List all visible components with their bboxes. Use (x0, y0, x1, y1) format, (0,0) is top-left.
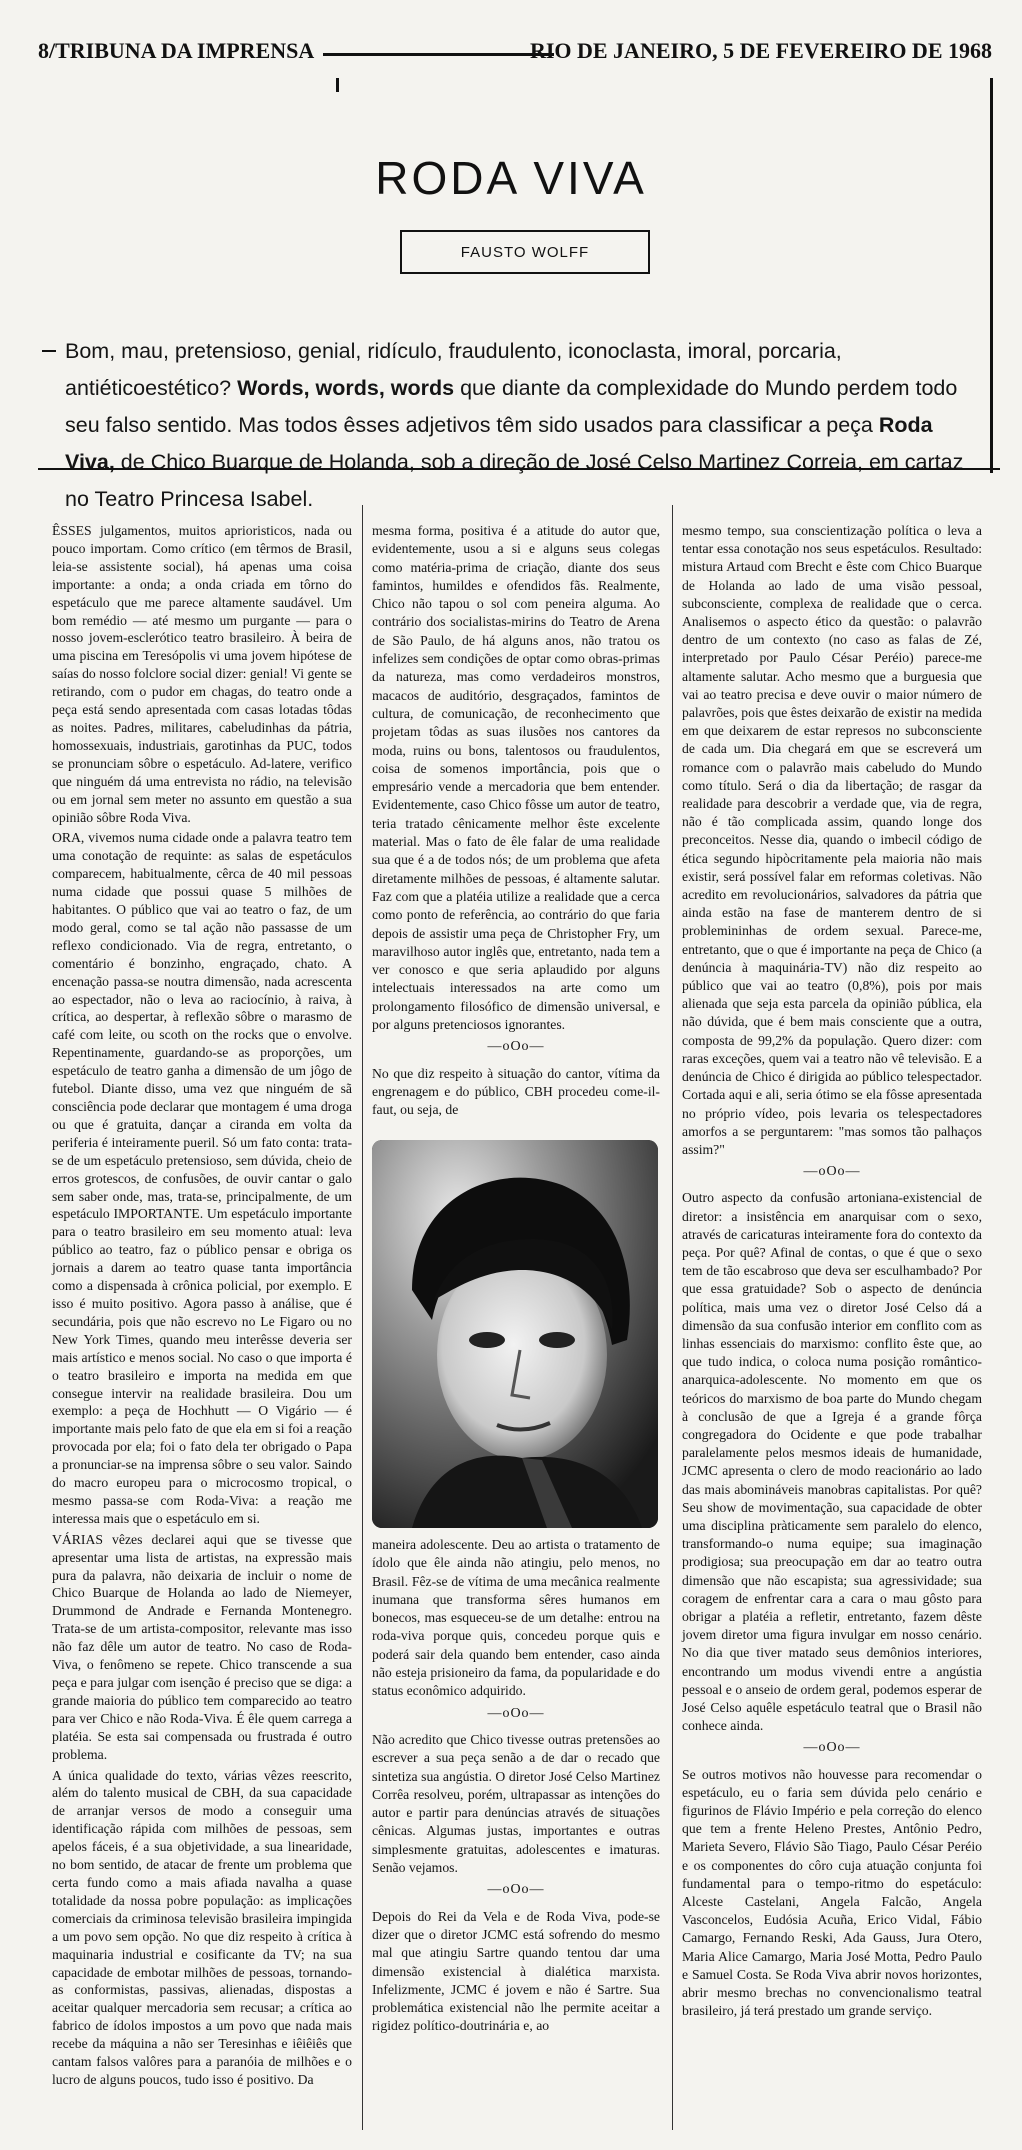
article-title: RODA VIVA (375, 151, 647, 204)
frame-tick (336, 78, 339, 92)
paragraph: A única qualidade do texto, várias vêzes reescrito, além do talento musical de CBH, da sua capacidade de arranjar versos de modo a conseguir uma identificação rápida com milhões de pessoas, sem apelos fáceis, é a sua objetividade, a sua linearidade, no bom sentido, de atacar de frente um problema que certa fundo como a mais afiada navalha a quase totalidade da nossa pobre população: as implicações comerciais da criminosa televisão brasileira impingida a um povo sem opção. No que diz respeito à crítica à maquinaria industrial e cosificante da TV; na sua capacidade de embotar milhões de pessoas, tornando-as conformistas, passivas, alienadas, dispostas a aceitar qualquer mercadoria sem recusar; a crítica ao fabrico de ídolos impostos a um povo que nada mais recebe da máquina a não ser Teresinhas e iêiêiês que cantam falsos valôres para a paranóia de milhões e o lucro de alguns poucos, tudo isso é positivo. Da (52, 1767, 352, 2087)
paragraph: Outro aspecto da confusão artoniana-existencial de diretor: a insistência em anarquisar com o sexo, através de caricaturas inteiramente fora do contexto da peça. Por quê? Afinal de contas, o que é que o sexo tem de tão escabroso que deva ser esculhambado? Por que essa gratuidade? Sob o aspecto de denúncia política, mais uma vez o diretor José Celso dá a dimensão da sua confusão interior em conflito com as linhas essenciais do marxismo: conflito êste que, ao que tudo indica, o coloca numa posição romântico-anarquica-adolescente. No momento em que os teóricos do marxismo de boa parte do Mundo chegam à conclusão de que a Igreja é a grande fôrça congregadora do Ocidente e que pode trabalhar paralelamente pelos mesmos ideais de humanidade, JCMC apresenta o clero de modo reacionário ao lado das mais abomináveis manobras capitalistas. Por quê? Seu show de movimentação, sua capacidade de obter uma disciplina pràticamente sem paralelo do elenco, transformando-o numa equipe; sua imaginação prodigiosa; sua preocupação em dar ao teatro outra dimensão que não escapista; sua agressividade; sua coragem de enfrentar cara a cara o mau gôsto para obrigar a platéia a refletir, entretanto, fazem dêste jovem diretor uma figura invulgar em nosso cenário. No dia que tiver matado seus demônios interiores, encontrando um modus vivendi entre a angústia pessoal e o anseio de ordem geral, podemos esperar de José Celso aquêle espetáculo teatral que o Brasil não conhece ainda. (682, 1190, 982, 1734)
masthead (38, 38, 992, 66)
section-separator: —oOo— (487, 1882, 545, 1898)
portrait-photo (372, 1140, 658, 1528)
lead-text-2: que diante da complexidade do Mundo perdem todo seu falso sentido. Mas todos êsses adjetivos têm sido usados para classificar a peça (65, 376, 958, 437)
paragraph: VÁRIAS vêzes declarei aqui que se tivesse que apresentar uma lista de artistas, na expressão mais pura da palavra, não deixaria de incluir o nome de Chico Buarque de Holanda ao lado de Niemeyer, Drummond de Andrade e Fernanda Montenegro. Trata-se de um artista-compositor, relevante mas isso não faz dêle um autor de teatro. No caso de Roda-Viva, o fenômeno se repete. Chico transcende a sua peça e para julgar com isenção é preciso que se diga: a grande maioria do público tem comparecido ao teatro para ver Chico e não Roda-Viva. É êle quem carrega a platéia. Se esta sai compensada ou frustrada é outro problema. (52, 1531, 352, 1762)
paragraph: Depois do Rei da Vela e de Roda Viva, pode-se dizer que o diretor JCMC está sofrendo do mesmo mal que atingiu Sartre quando tentou dar uma dimensão existencial à dialética marxista. Infelizmente, JCMC é jovem e não é Sartre. Sua problemática existencial não lhe permite aceitar a rigidez político-doutrinária e, ao (372, 1908, 660, 2034)
paragraph: maneira adolescente. Deu ao artista o tratamento de ídolo que êle ainda não atingiu, pelo menos, no Brasil. Fêz-se de vítima de uma mecânica realmente inumana que transforma sêres humanos em bonecos, mas esqueceu-se de um detalhe: entrou na roda-viva porque quis, concedeu porque quis e poderá sair dela quando bem entender, caso ainda não esteja prisioneiro da fama, da popularidade e do status econômico adquirido. (372, 1537, 660, 1699)
lead-play-name: Roda Viva, (65, 413, 933, 474)
paragraph: Não acredito que Chico tivesse outras pretensões ao escrever a sua peça senão a de dar o recado que sintetiza sua angústia. O diretor José Celso Martinez Corrêa resolveu, porém, ultrapassar as intenções do autor e partir para denúncias através de situações cênicas. Algumas justas, importantes e outras simplesmente gratuitas, adolescentes e imaturas. Senão vejamos. (372, 1731, 660, 1876)
paragraph: ORA, vivemos numa cidade onde a palavra teatro tem uma conotação de requinte: as salas de espetáculos comparecem, habitualmente, cêrca de 40 mil pessoas numa cidade que possui quase 5 milhões de habitantes. O público que vai ao teatro o faz, de um modo geral, como se tal ação não passasse de um reflexo condicionado. Via de regra, entretanto, o comentário é bonzinho, engraçado, chato. A encenação passa-se noutra dimensão, nada acrescenta ao espectador, não o leva ao raciocínio, à raiva, à crítica, ao despertar, à reflexão sôbre o marasmo de café com leite, ou scoth on the rocks que o envolve. Repentinamente, guardando-se as proporções, um espetáculo de teatro ganha a dimensão de um jôgo de futebol. Diante disso, uma vez que ninguém de sã consciência pode declarar que montagem é uma droga ou que é gratuita, dançar a ciranda em volta da periferia é inteiramente pueril. Só um fato conta: trata-se de um espetáculo pretensioso, sem dúvida, cheio de erros grotescos, de confusões, de ouvir cantar o galo sem saber onde, mas, trata-se, principalmente, de um espetáculo IMPORTANTE. Um espetáculo importante para o teatro brasileiro em seu momento atual: leva público ao teatro, faz o público pensar e obriga os jornais a darem ao teatro quase tanta importância como a dispensada à crônica policial, por exemplo. E isso é muito positivo. Agora passo à análise, que é secundária, pois que não escrevo no Le Figaro ou no New York Times, quando meu interêsse deveria ser mais artístico e menos social. No caso o que importa é o teatro brasileiro e importa na medida em que consegue intervir na realidade brasileira. Dou um exemplo: a peça de Hochhutt — O Vigário — é importante mais pelo fato de que ela em si foi a reação provocada por ela; foi o fato dela ter obrigado o Papa a pronunciar-se na imprensa sôbre o seu valor. Saindo do macro europeu para o microcosmo tropical, o mesmo passa-se com Roda-Viva: a reação me interessa mais que o espetáculo em si. (52, 830, 352, 1526)
paragraph: mesma forma, positiva é a atitude do autor que, evidentemente, usou a si e alguns seus colegas como matéria-prima de criação, diante dos seus famintos, humildes e ofendidos fãs. Realmente, Chico não tapou o sol com peneira alguma. Ao contrário dos socialistas-mirins do Teatro de Arena de São Paulo, de há alguns anos, não tratou os infelizes sem condições de optar como obras-primas da natureza, mas como verdadeiros monstros, macacos de auditório, desgraçados, famintos de cultura, de comunicação, de reconhecimento que projetam tôdas as suas ilusões nos cantores da moda, ruins ou bons, talentosos ou fraudulentos, coisa de somenos importância, pois que o empresário vende a mercadoria que bem entender. Evidentemente, caso Chico fôsse um autor de teatro, teria tratado cênicamente melhor êste excelente material. Mas o fato de êle falar de uma realidade sua que é a de todos nós; de um problema que afeta diretamente milhões de pessoas, é altamente salutar. Faz com que a platéia utilize a realidade que a cerca como ponto de referência, ao contrário do que faria depois de assistir uma peça de Christopher Fry, um maravilhoso autor inglês que, entretanto, nada tem a ver conosco e que seria aplaudido por alguns intelectuais interessados na arte como um prolongamento filosófico de dimensão universal, e por alguns pretenciosos ignorantes. (372, 523, 660, 1033)
column-3 (682, 522, 982, 2023)
frame-right-rule (990, 78, 993, 473)
column-1 (52, 522, 352, 2092)
paragraph: mesmo tempo, sua conscientização política o leva a tentar essa conotação nos seus espetáculos. Resultado: mistura Artaud com Brecht e êste com Chico Buarque de Holanda ao lado de uma visão pessoal, subconsciente, complexa de realidade que o cerca. Analisemos o aspecto ético da questão: o palavrão dentro de um contexto (no caso as falas de Zé, interpretado por Paulo César Peréio) parece-me altamente salutar. Acho mesmo que a burguesia que vai ao teatro precisa e deve ouvir o maior número de palavrões, pois que êstes deixarão de existir na medida em que deixarem de estar represos no subconsciente de cada um. Dia chegará em que se escreverá um romance com o palavrão mais cabeludo do Mundo como título. Será o dia da libertação; de rasgar da realidade para descobrir a verdade que, via de regra, não é tão complicada assim, quando longe dos preconceitos. Nesse dia, quando o imbecil código de ética segundo hipòcritamente pela maioria não mais existir, será possível falar em reformas coletivas. Não acredito em revolucionários, salvadores da pátria que ainda estão na fase de manterem dentro de si problemininhas de ordem sexual. Parece-me, entretanto, que o que é importante na peça de Chico (a denúncia à maquinária-TV) não diz respeito ao público que vai ao teatro (0,8%), pois por mais alienada que seja esta parcela da opinião pública, ela não dúvida, que é bem mais consciente que a outra, composta de 99,2% da população. Quero dizer: com raras exceções, quem vai a teatro não vê televisão. E a denúncia de Chico é dirigida ao público telespectador. Cortada aqui e ali, seria ótimo se ela fôsse apresentada no próprio vídeo, pois levaria os telespectadores amorfos a se perguntarem: "mas somos tão palhaços assim?" (682, 523, 982, 1157)
masthead-rule (323, 53, 554, 56)
column-2-bottom (372, 1536, 660, 2039)
article-lead (65, 333, 980, 518)
paragraph: Se outros motivos não houvesse para recomendar o espetáculo, eu o faria sem dúvida pelo cenário e figurinos de Flávio Império e pela correção do elenco que tem a frente Heleno Prestes, Antônio Pedro, Marieta Severo, Flávio São Tiago, Paulo César Peréio e os componentes do côro cuja atuação conjunta foi fundamental para o tempo-ritmo do espetáculo: Alceste Castelani, Angela Falcão, Angela Vasconcelos, Eudósia Acuña, Erico Vidal, Fábio Camargo, Fernando Reski, Ada Gauss, Jura Otero, Maria Alice Camargo, Maria José Motta, Pedro Paulo e Samuel Costa. Se Roda Viva abrir novos horizontes, abrir mesmo brechas no convencionalismo teatral brasileiro, já terá prestado um grande serviço. (682, 1766, 982, 2019)
section-separator: —oOo— (803, 1164, 861, 1180)
lead-words: Words, words, words (237, 376, 455, 400)
article-byline: FAUSTO WOLFF (400, 230, 650, 274)
masthead-section: 8/TRIBUNA DA IMPRENSA (38, 38, 315, 63)
paragraph: ÊSSES julgamentos, muitos aprioristicos, nada ou pouco importam. Como crítico (em têrmos de Brasil, leia-se assistente social), há apenas uma coisa importante: a onda; a onda criada em tôrno do espetáculo que me parece altamente saudável. Um bom remédio — até mesmo um purgante — para o nosso jovem-esclerótico teatro brasileiro. À beira de uma piscina em Teresópolis vi uma jovem hipótese de saías do nosso folclore social dizer: genial! Vi gente se retirando, com o pudor em chagas, do teatro onde a peça está sendo apresentada com casas lotadas tôdas as noites. Padres, militares, cabeludinhas da pátria, homossexuais, industriais, garotinhas da PUC, todos se pronunciam sôbre o espetáculo. Ad-latere, verifico que ninguém dá uma entrevista no rádio, na televisão ou em jornal sem meter no assunto em questão a sua opinião sôbre Roda Viva. (52, 523, 352, 825)
masthead-date: RIO DE JANEIRO, 5 DE FEVEREIRO DE 1968 (529, 38, 992, 63)
section-separator: —oOo— (487, 1705, 545, 1721)
lead-text-3: de Chico Buarque de Holanda, sob a direção de José Celso Martinez Correia, em cartaz no Teatro Princesa Isabel. (65, 450, 964, 511)
paragraph: No que diz respeito à situação do cantor, vítima da engrenagem e do público, CBH procedeu come-il-faut, ou seja, de (372, 1065, 660, 1118)
portrait-illustration (372, 1140, 658, 1528)
column-rule-1 (362, 505, 363, 2130)
section-separator: —oOo— (803, 1740, 861, 1756)
section-separator: —oOo— (487, 1039, 545, 1055)
column-2-top (372, 522, 660, 1123)
article-rule (38, 468, 1000, 470)
lead-dash (42, 350, 56, 352)
column-rule-2 (672, 505, 673, 2130)
lead-text-1: Bom, mau, pretensioso, genial, ridículo, fraudulento, iconoclasta, imoral, porcaria, antiéticoestético? (65, 339, 842, 400)
